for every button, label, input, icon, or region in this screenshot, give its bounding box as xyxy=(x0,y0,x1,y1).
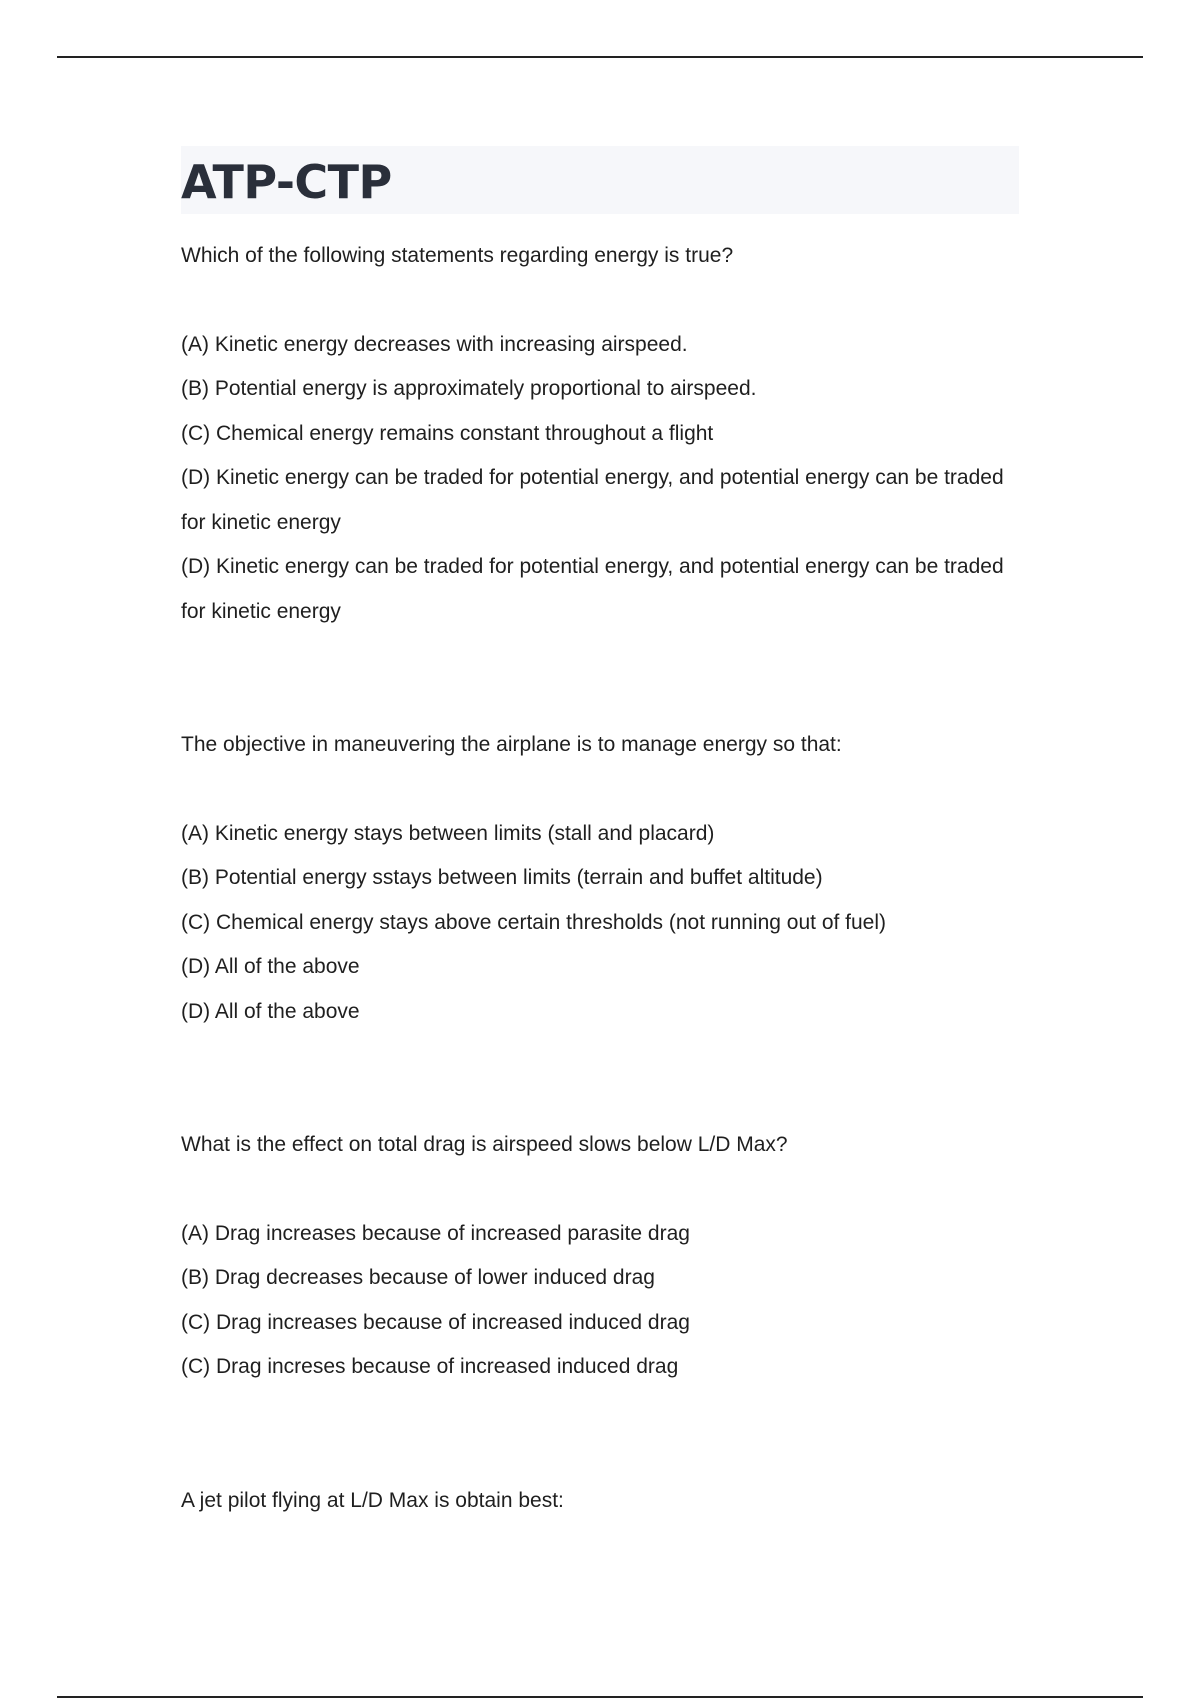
option-a: (A) Kinetic energy stays between limits (stall and placard) xyxy=(181,821,715,845)
footer-rule xyxy=(57,1696,1143,1698)
question-block-3 xyxy=(181,1123,1019,1390)
question-text: The objective in maneuvering the airplane is to manage energy so that: xyxy=(181,733,842,756)
question-text: Which of the following statements regarding energy is true? xyxy=(181,244,734,267)
answer: (D) Kinetic energy can be traded for potential energy, and potential energy can be traded for kinetic energy xyxy=(181,555,1004,623)
option-b: (B) Potential energy sstays between limits (terrain and buffet altitude) xyxy=(181,866,823,889)
option-c: (C) Chemical energy stays above certain thresholds (not running out of fuel) xyxy=(181,910,887,934)
answer: (C) Drag increses because of increased induced drag xyxy=(181,1355,679,1378)
option-c: (C) Chemical energy remains constant throughout a flight xyxy=(181,421,714,445)
question-block-4 xyxy=(181,1479,1019,1524)
option-a: (A) Drag increases because of increased parasite drag xyxy=(181,1221,690,1245)
option-a: (A) Kinetic energy decreases with increasing airspeed. xyxy=(181,332,688,356)
option-d: (D) All of the above xyxy=(181,955,360,978)
option-b: (B) Drag decreases because of lower induced drag xyxy=(181,1266,655,1289)
option-c: (C) Drag increases because of increased induced drag xyxy=(181,1310,690,1334)
question-block-2 xyxy=(181,723,1019,1034)
option-b: (B) Potential energy is approximately proportional to airspeed. xyxy=(181,377,757,400)
question-block-1 xyxy=(181,234,1019,634)
title-band xyxy=(181,146,1019,214)
document-body xyxy=(181,146,1019,1523)
answer: (D) All of the above xyxy=(181,999,360,1023)
header-rule xyxy=(57,56,1143,58)
page-title: ATP-CTP xyxy=(181,155,392,209)
question-text: What is the effect on total drag is airspeed slows below L/D Max? xyxy=(181,1133,788,1156)
option-d: (D) Kinetic energy can be traded for potential energy, and potential energy can be traded for kinetic energy xyxy=(181,466,1004,534)
question-text: A jet pilot flying at L/D Max is obtain best: xyxy=(181,1488,564,1512)
